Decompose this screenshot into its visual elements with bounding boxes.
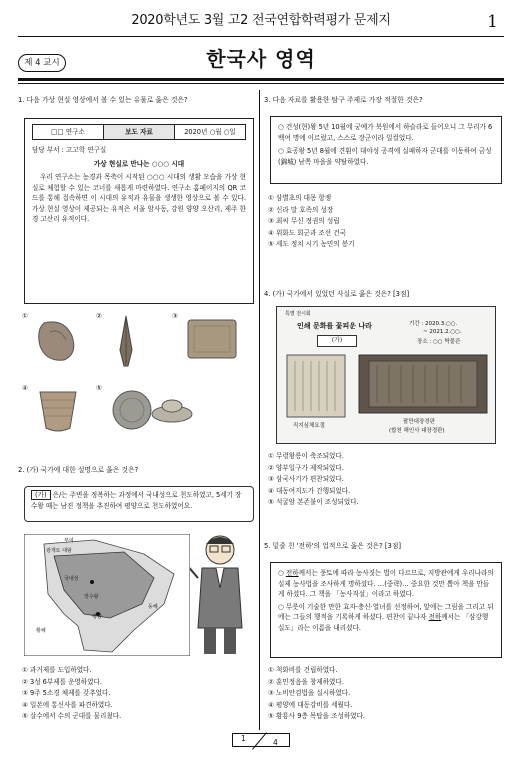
q1-option-2-label[interactable]: ② <box>96 312 102 320</box>
caption-tripitaka-sub: (합천 해인사 대장경판) <box>389 428 445 434</box>
q5-item2-underlined-king: 전하 <box>428 613 442 622</box>
q1-option-3-label[interactable]: ③ <box>172 312 178 320</box>
column-divider <box>259 90 260 730</box>
page-indicator-total: 4 <box>273 738 278 747</box>
q4-option-5[interactable]: ⑤ 석굴암 본존불이 조성되었다. <box>268 498 359 507</box>
q3-option-4[interactable]: ④ 위화도 회군과 조선 건국 <box>268 228 346 237</box>
teacher-speech-bubble <box>24 486 254 522</box>
question-4-stem: 4. (가) 국가에서 있었던 사실로 옳은 것은? [3점] <box>264 290 410 298</box>
jikji-book-image <box>285 353 347 419</box>
press-date: 2020년 ○월 ○일 <box>184 128 236 136</box>
q1-option-4-label[interactable]: ④ <box>22 384 28 392</box>
press-table <box>32 124 246 140</box>
q1-option-1-label[interactable]: ① <box>22 312 28 320</box>
q3-option-2[interactable]: ② 신라 말 호족의 성장 <box>268 205 334 214</box>
q2-option-2[interactable]: ② 3성 6부제를 운영하였다. <box>22 677 103 686</box>
page-indicator <box>232 733 290 747</box>
q5-item1-prefix: ○ <box>278 569 286 577</box>
press-headline: 가상 현실로 만나는 ○○○ 시대 <box>93 159 185 168</box>
question-4-options <box>268 452 504 510</box>
page-indicator-current: 1 <box>241 734 246 743</box>
bronze-dagger-artifact-image[interactable] <box>114 314 138 368</box>
q5-item2-suffix: 께서는 「삼강행실도」라는 이름을 내리셨다. <box>278 613 489 632</box>
q2-option-5[interactable]: ⑤ 살수에서 수의 군대를 물리쳤다. <box>22 712 122 721</box>
q5-option-2[interactable]: ② 훈민정음을 창제하였다. <box>268 677 344 686</box>
map-label-jangsu: 장수왕 <box>84 594 99 600</box>
bronze-mirror-and-vessel-image[interactable] <box>110 388 196 432</box>
q5-option-3[interactable]: ③ 노비안검법을 실시하였다. <box>268 689 351 698</box>
q1-option-5-label[interactable]: ⑤ <box>96 384 102 392</box>
q4-option-4[interactable]: ④ 대동여지도가 간행되었다. <box>268 486 351 495</box>
header-rule-thin <box>18 83 504 84</box>
question-3-source-box <box>270 116 502 184</box>
poster-period: 기간 : 2020.3.○○. <box>409 321 458 327</box>
q5-option-4[interactable]: ④ 평양에 대동강비를 세웠다. <box>268 700 353 709</box>
poster-title: 인쇄 문화를 꽃피운 나라 <box>297 322 372 330</box>
poster-tag: 특별 전시회 <box>285 311 311 317</box>
q3-option-1[interactable]: ① 삼별초의 대몽 항쟁 <box>268 194 332 202</box>
q5-option-5[interactable]: ⑤ 황룡사 9층 목탑을 조성하였다. <box>268 712 366 721</box>
q2-option-3[interactable]: ③ 9주 5소경 체제를 갖추었다. <box>22 689 111 698</box>
question-5-source-box <box>270 562 502 658</box>
question-1-press-release <box>24 118 254 304</box>
exam-header-title: 2020학년도 3월 고2 전국연합학력평가 문제지 <box>131 13 391 28</box>
map-label-gwanggaeto: 광개토 대왕 <box>46 548 72 554</box>
speech-text: 은/는 주변을 정복하는 과정에서 국내성으로 천도하였고, 5세기 장수왕 때는 남진 정책을 추진하여 평양으로 천도하였어요. <box>31 491 242 510</box>
q3-source-item-1: ○ 건성(현)왕 5년 10월에 궁예가 북원에서 하슬라로 들어오니 그 무리가 6백여 명에 이르렀고, 스스로 장군이라 일컬었다. <box>278 123 493 142</box>
q2-option-4[interactable]: ④ 일본에 통신사를 파견하였다. <box>22 700 113 709</box>
question-3-stem: 3. 다음 자료를 활용한 탐구 주제로 가장 적절한 것은? <box>264 96 423 104</box>
header-rule-top <box>18 36 504 37</box>
header-rule-thick <box>18 78 504 81</box>
q4-option-1[interactable]: ① 무령왕릉이 축조되었다. <box>268 452 344 460</box>
q2-option-1[interactable]: ① 과거제를 도입하였다. <box>22 666 92 674</box>
press-department: 담당 부서 : 고고학 연구실 <box>32 146 107 154</box>
question-2-stem: 2. (가) 국가에 대한 설명으로 옳은 것은? <box>18 466 139 474</box>
subject-title: 한국사 영역 <box>206 47 316 71</box>
map-label-pyeongyang: 평양 <box>92 614 102 620</box>
press-body: 우리 연구소는 농경과 목축이 시작된 ○○○ 시대의 생활 모습을 가상 현실로 체험할 수 있는 코너를 새롭게 마련하였다. 연구소 홈페이지의 QR 코드를 통해 접속하면 이 시대의 유적과 유물을 생생한 영상으로 볼 수 있다. 가상 현실 영상이 제공되는 유적은 서울 암사동, 강원 양양 오산리, 제주 한경 고산리 유적이다. <box>32 173 246 224</box>
page-number: 1 <box>487 12 498 32</box>
q5-item1-text: 께서는 풍토에 따라 농사짓는 법이 다르므로, 지방관에게 우리나라의 실제 농사법을 조사하게 명하셨다. …(중략)… 중요한 것만 뽑아 책을 만들게 하셨다. 그 책을 「농사직설」이라고 하였다. <box>278 569 494 599</box>
question-3-options <box>268 194 504 252</box>
q5-source-item-1 <box>278 568 494 600</box>
page-indicator-slash <box>252 732 267 749</box>
comb-pattern-pottery-image[interactable] <box>34 388 82 436</box>
question-1-stem: 1. 다음 가상 현실 영상에서 볼 수 있는 유물로 옳은 것은? <box>18 96 188 104</box>
press-type: 보도 자료 <box>104 125 175 139</box>
q5-source-item-2 <box>278 602 494 634</box>
q3-option-5[interactable]: ⑤ 세도 정치 시기 농민의 봉기 <box>268 240 355 249</box>
tripitaka-woodblock-image <box>357 353 489 415</box>
caption-jikji: 직지심체요절 <box>293 423 325 429</box>
map-label-east-sea: 동해 <box>148 604 158 610</box>
question-5-options <box>268 666 504 724</box>
caption-tripitaka: 팔만대장경판 <box>403 419 435 425</box>
q3-option-3[interactable]: ③ 최씨 무신 정권의 성립 <box>268 217 340 226</box>
q5-option-1[interactable]: ① 척화비를 건립하였다. <box>268 666 338 674</box>
press-org: □□ 연구소 <box>33 125 104 139</box>
q3-source-item-2: ○ 효공왕 5년 8월에 견훤이 대야성 공격에 실패하자 군대를 이동하여 금성(錦城) 남쪽 마을을 약탈하였다. <box>278 147 492 166</box>
q5-item2-text: ○ 무릇이 기술한 만한 효자·충신·열녀를 선정하여, 앞에는 그림을 그리고 뒤에는 그들의 행적을 기록하게 하셨다. 편찬이 끝나자 <box>278 602 494 622</box>
period-badge: 제 4 교시 <box>18 54 66 72</box>
map-label-yellow-sea: 황해 <box>36 628 46 634</box>
poster-period-end: ~ 2021.2.○○. <box>423 329 462 335</box>
hand-axe-artifact-image[interactable] <box>34 318 80 362</box>
question-2-options <box>22 666 258 724</box>
q5-item1-underlined-king: 전하 <box>285 569 299 577</box>
poster-blank: (가) <box>317 335 357 347</box>
q4-option-2[interactable]: ② 양부일구가 제작되었다. <box>268 463 344 472</box>
map-label-buyeo: 부여 <box>64 538 74 544</box>
exhibition-poster <box>276 306 496 444</box>
teacher-illustration <box>190 528 256 658</box>
map-label-gungnaeseong: 국내성 <box>64 576 79 582</box>
speech-blank-label: (가) <box>31 490 51 500</box>
question-5-stem: 5. 밑줄 친 '전하'의 업적으로 옳은 것은? [3점] <box>264 542 402 550</box>
poster-place: 장소 : ○○ 박물관 <box>417 339 461 345</box>
q4-option-3[interactable]: ③ 삼국사기가 편찬되었다. <box>268 475 344 484</box>
stone-tablet-artifact-image[interactable] <box>186 318 238 360</box>
